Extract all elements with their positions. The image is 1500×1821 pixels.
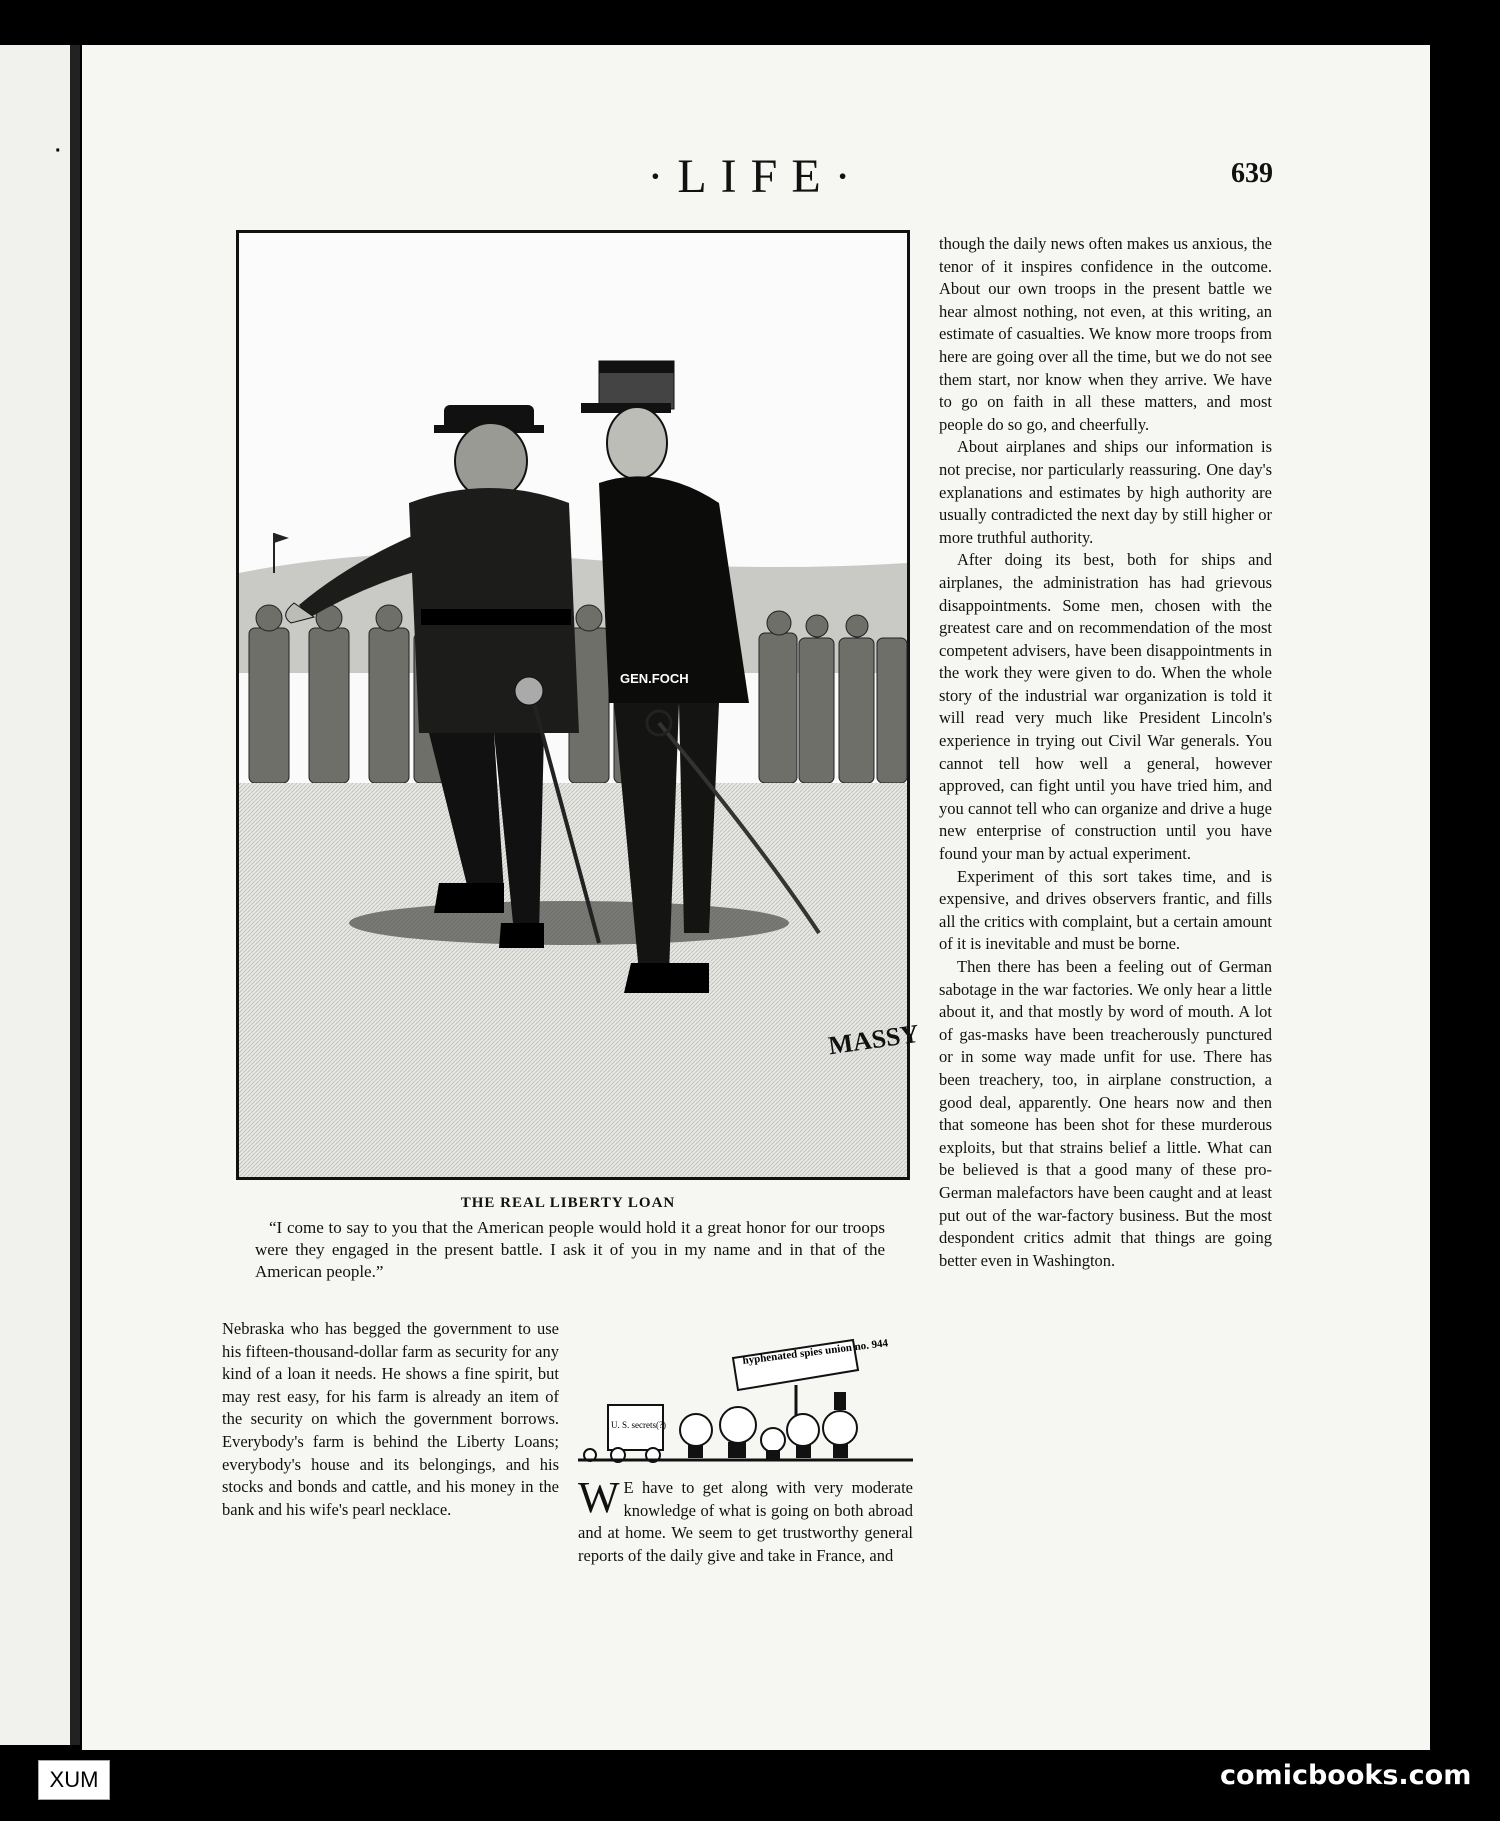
- margin-mark: ·: [55, 140, 62, 162]
- column-2-text: E have to get along with very moderate knowledge of what is going on both abroad and at home. We seem to get trustworthy general reports of the daily give and take in France, and: [578, 1478, 913, 1565]
- column-1-text: Nebraska who has begged the government to use his fifteen-thousand-dollar farm as security for any kind of a loan it needs. He shows a fine spirit, but may rest easy, for his farm is already an item of the security on which the government borrows. Everybody's farm is behind the Liberty Loans; everybody's house and its belongings, and his stocks and bonds and cattle, and his money in the bank and his wife's pearl necklace.: [222, 1319, 559, 1519]
- cartoon-illustration: [236, 230, 921, 1180]
- gen-foch-label: GEN.FOCH: [620, 671, 689, 686]
- column-3-paragraph-5: Then there has been a feeling out of German sabotage in the war factories. We only hear a little about it, and that mostly by word of mouth. A lot of gas-masks have been treacherously punctured or in some way made unfit for use. There has been treachery, too, in airplane construction, a good deal, apparently. One hears now and then that someone has been shot for these murderous exploits, but that strains belief a little. What can be believed is that a good many of these pro-German malefactors have been caught and at least put out of the war-factory business. But the most despondent critics admit that things are going better even in Washington.: [939, 957, 1272, 1270]
- cart-label: U. S. secrets(?): [611, 1420, 666, 1430]
- magazine-page: [82, 45, 1430, 1750]
- cartoon-caption-title: THE REAL LIBERTY LOAN: [460, 1195, 676, 1211]
- column-3: [939, 233, 1272, 1272]
- column-3-paragraph-4: Experiment of this sort takes time, and is expensive, and drives observers frantic, and fills all the critics with complaint, but a certain amount of it is inevitable and must be borne.: [939, 866, 1272, 954]
- watermark: comicbooks.com: [1220, 1760, 1472, 1791]
- column-3-paragraph-1: though the daily news often makes us anxious, the tenor of it inspires confidence in the outcome. About our own troops in the present battle we hear almost nothing, not even, at this writing, an estimate of casualties. We know more troops from here are going over all the time, but we do not see them start, nor know when they arrive. We have to go on faith in all these matters, and most people do so go, and cheerfully.: [939, 234, 1272, 434]
- page-number: 639: [1231, 158, 1273, 189]
- column-2: [578, 1473, 913, 1567]
- small-cartoon-drawing: [578, 1330, 913, 1470]
- drop-cap: W: [578, 1473, 620, 1522]
- cartoon-caption-quote: “I come to say to you that the American people would hold it a great honor for our troops were they engaged in the present battle. I ask it of you in my name and in that of the American people.”: [255, 1218, 885, 1281]
- spies-sign-text: hyphenated spies union no. 944: [741, 1337, 889, 1367]
- column-2-paragraph: [578, 1473, 913, 1567]
- small-cartoon: [578, 1330, 913, 1470]
- column-3-paragraph-3: After doing its best, both for ships and airplanes, the administration has had grievous disappointments. Some men, chosen with the greatest care and on recommendation of the most competent advisers, have been disappointments in the work they were given to do. When the whole story of the industrial war organization is told it will read very much like President Lincoln's experience in trying out Civil War generals. You cannot tell how well a general, however approved, can fight until you have tried him, and you cannot tell who can organize and drive a huge new enterprise of construction until you have found your man by actual experiment.: [939, 550, 1272, 864]
- column-3-paragraph-2: About airplanes and ships our information is not precise, nor particularly reassuring. One day's explanations and estimates by high authority are usually contradicted the next day by still higher or more truthful authority.: [939, 437, 1272, 547]
- xum-tag: XUM: [38, 1760, 110, 1800]
- masthead: ·LIFE·: [647, 150, 865, 203]
- artist-signature: MASSY: [826, 1018, 921, 1061]
- cartoon-drawing: [239, 233, 921, 1177]
- book-gutter: [70, 45, 80, 1745]
- column-1: [222, 1318, 559, 1521]
- left-page-edge: [0, 45, 80, 1745]
